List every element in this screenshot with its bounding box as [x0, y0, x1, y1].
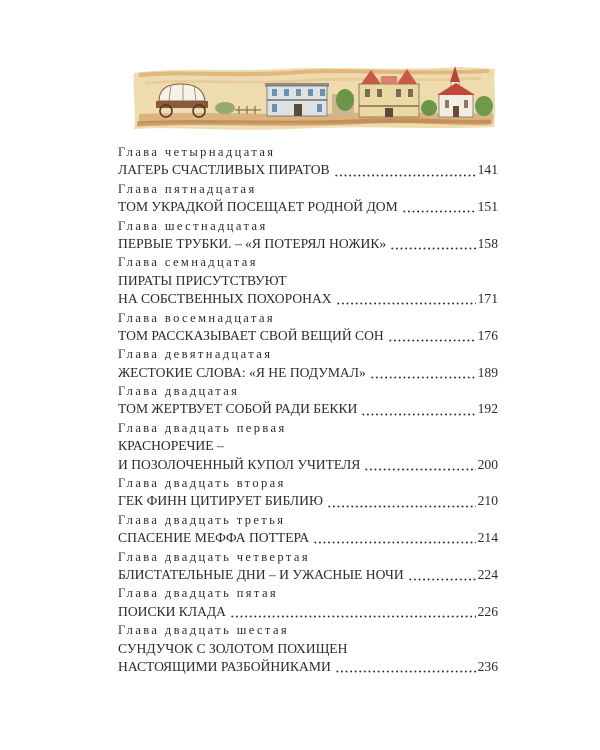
dot-leader [390, 235, 475, 253]
page-number: 171 [477, 291, 498, 307]
two-story-house [265, 83, 329, 116]
page-number: 189 [477, 364, 498, 380]
page-number: 192 [477, 401, 498, 417]
house-window [272, 104, 277, 112]
page-number: 210 [477, 493, 498, 509]
page-number: 226 [477, 603, 498, 619]
building-door [385, 108, 393, 117]
dot-leader [408, 566, 476, 584]
page-number: 158 [477, 235, 498, 251]
dot-leader [334, 161, 476, 179]
dot-leader [230, 603, 476, 621]
building-window [408, 89, 413, 97]
shrub [215, 102, 235, 114]
chapter-title: ТОМ УКРАДКОЙ ПОСЕЩАЕТ РОДНОЙ ДОМ [118, 199, 398, 215]
chapter-label: Глава двадцать вторая [118, 476, 286, 491]
dot-leader [388, 327, 476, 345]
church-window [445, 100, 449, 108]
church-door [453, 106, 459, 117]
tree [336, 89, 354, 111]
church-window [464, 100, 468, 108]
chapter-title: ЖЕСТОКИЕ СЛОВА: «Я НЕ ПОДУМАЛ» [118, 364, 366, 380]
dot-leader [335, 658, 476, 676]
dot-leader [361, 400, 475, 418]
chapter-label: Глава пятнадцатая [118, 181, 257, 196]
page-number: 200 [477, 456, 498, 472]
toc-entry [118, 511, 498, 548]
chapter-title: ГЕК ФИНН ЦИТИРУЕТ БИБЛИЮ [118, 493, 323, 509]
chapter-title: НА СОБСТВЕННЫХ ПОХОРОНАХ [118, 291, 332, 307]
chapter-title: СПАСЕНИЕ МЕФФА ПОТТЕРА [118, 530, 310, 546]
dot-leader [370, 364, 476, 382]
toc-entry [118, 217, 498, 254]
toc-entry [118, 584, 498, 621]
toc-entry [118, 621, 498, 676]
toc-entry [118, 180, 498, 217]
toc-entry [118, 382, 498, 419]
chapter-label: Глава двадцать шестая [118, 623, 290, 638]
dot-leader [364, 456, 475, 474]
chapter-title: ПОИСКИ КЛАДА [118, 603, 226, 619]
toc-entry [118, 345, 498, 382]
chapter-title-line [118, 529, 498, 547]
chapter-title: ТОМ ЖЕРТВУЕТ СОБОЙ РАДИ БЕККИ [118, 401, 358, 417]
house-window [272, 89, 277, 96]
banner-illustration [131, 64, 499, 134]
chapter-label: Глава девятнадцатая [118, 347, 273, 362]
chapter-title-line [118, 364, 498, 382]
toc-entry [118, 309, 498, 346]
house-window [308, 89, 313, 96]
chapter-label: Глава двадцать первая [118, 420, 287, 435]
chapter-label: Глава семнадцатая [118, 255, 258, 270]
chapter-label: Глава двадцать третья [118, 512, 286, 527]
chapter-title-line [118, 161, 498, 179]
chapter-title-line [118, 235, 498, 253]
toc-entry [118, 419, 498, 474]
chapter-title-line [118, 603, 498, 621]
house-window [284, 89, 289, 96]
chapter-label: Глава шестнадцатая [118, 218, 268, 233]
chapter-title: НАСТОЯЩИМИ РАЗБОЙНИКАМИ [118, 658, 331, 674]
building-window [396, 89, 401, 97]
chapter-label: Глава четырнадцатая [118, 145, 276, 159]
house-window [320, 89, 325, 96]
house-door [294, 104, 302, 116]
chapter-label: Глава двадцатая [118, 384, 240, 399]
chapter-title-line [118, 566, 498, 584]
house-window [317, 104, 322, 112]
chapter-title-line [118, 400, 498, 418]
dot-leader [336, 290, 476, 308]
page-number: 236 [477, 658, 498, 674]
dot-leader [327, 492, 476, 510]
tree [421, 100, 437, 116]
table-of-contents [118, 143, 498, 676]
chapter-title: БЛИСТАТЕЛЬНЫЕ ДНИ – И УЖАСНЫЕ НОЧИ [118, 566, 404, 582]
chapter-title-line [118, 290, 498, 308]
ground-brushstroke [137, 121, 491, 124]
chapter-title: ЛАГЕРЬ СЧАСТЛИВЫХ ПИРАТОВ [118, 162, 330, 178]
building-window [365, 89, 370, 97]
page-number: 224 [477, 566, 498, 582]
chapter-title-line: ПИРАТЫ ПРИСУТСТВУЮТ [118, 272, 287, 288]
chapter-title-line: КРАСНОРЕЧИЕ – [118, 438, 224, 454]
chapter-title-line [118, 198, 498, 216]
page-number: 141 [477, 162, 498, 178]
chapter-title-line [118, 492, 498, 510]
building-window [377, 89, 382, 97]
chapter-label: Глава восемнадцатая [118, 310, 276, 325]
chapter-title-line [118, 327, 498, 345]
chapter-title: И ПОЗОЛОЧЕННЫЙ КУПОЛ УЧИТЕЛЯ [118, 456, 361, 472]
chapter-title-line [118, 658, 498, 676]
toc-entry [118, 474, 498, 511]
page-number: 214 [477, 530, 498, 546]
chapter-title: ТОМ РАССКАЗЫВАЕТ СВОЙ ВЕЩИЙ СОН [118, 327, 384, 343]
dot-leader [402, 198, 476, 216]
toc-entry [118, 143, 498, 180]
toc-entry [118, 253, 498, 308]
page-number: 176 [477, 327, 498, 343]
tree [475, 96, 493, 116]
dot-leader [313, 529, 475, 547]
house-window [296, 89, 301, 96]
tall-building [359, 69, 419, 117]
chapter-label: Глава двадцать пятая [118, 586, 279, 601]
chapter-title-line [118, 456, 498, 474]
chapter-title-line: СУНДУЧОК С ЗОЛОТОМ ПОХИЩЕН [118, 640, 348, 656]
toc-entry [118, 548, 498, 585]
page-number: 151 [477, 199, 498, 215]
chapter-title: ПЕРВЫЕ ТРУБКИ. – «Я ПОТЕРЯЛ НОЖИК» [118, 235, 387, 251]
building-gable [381, 76, 397, 84]
chapter-label: Глава двадцать четвертая [118, 549, 310, 564]
